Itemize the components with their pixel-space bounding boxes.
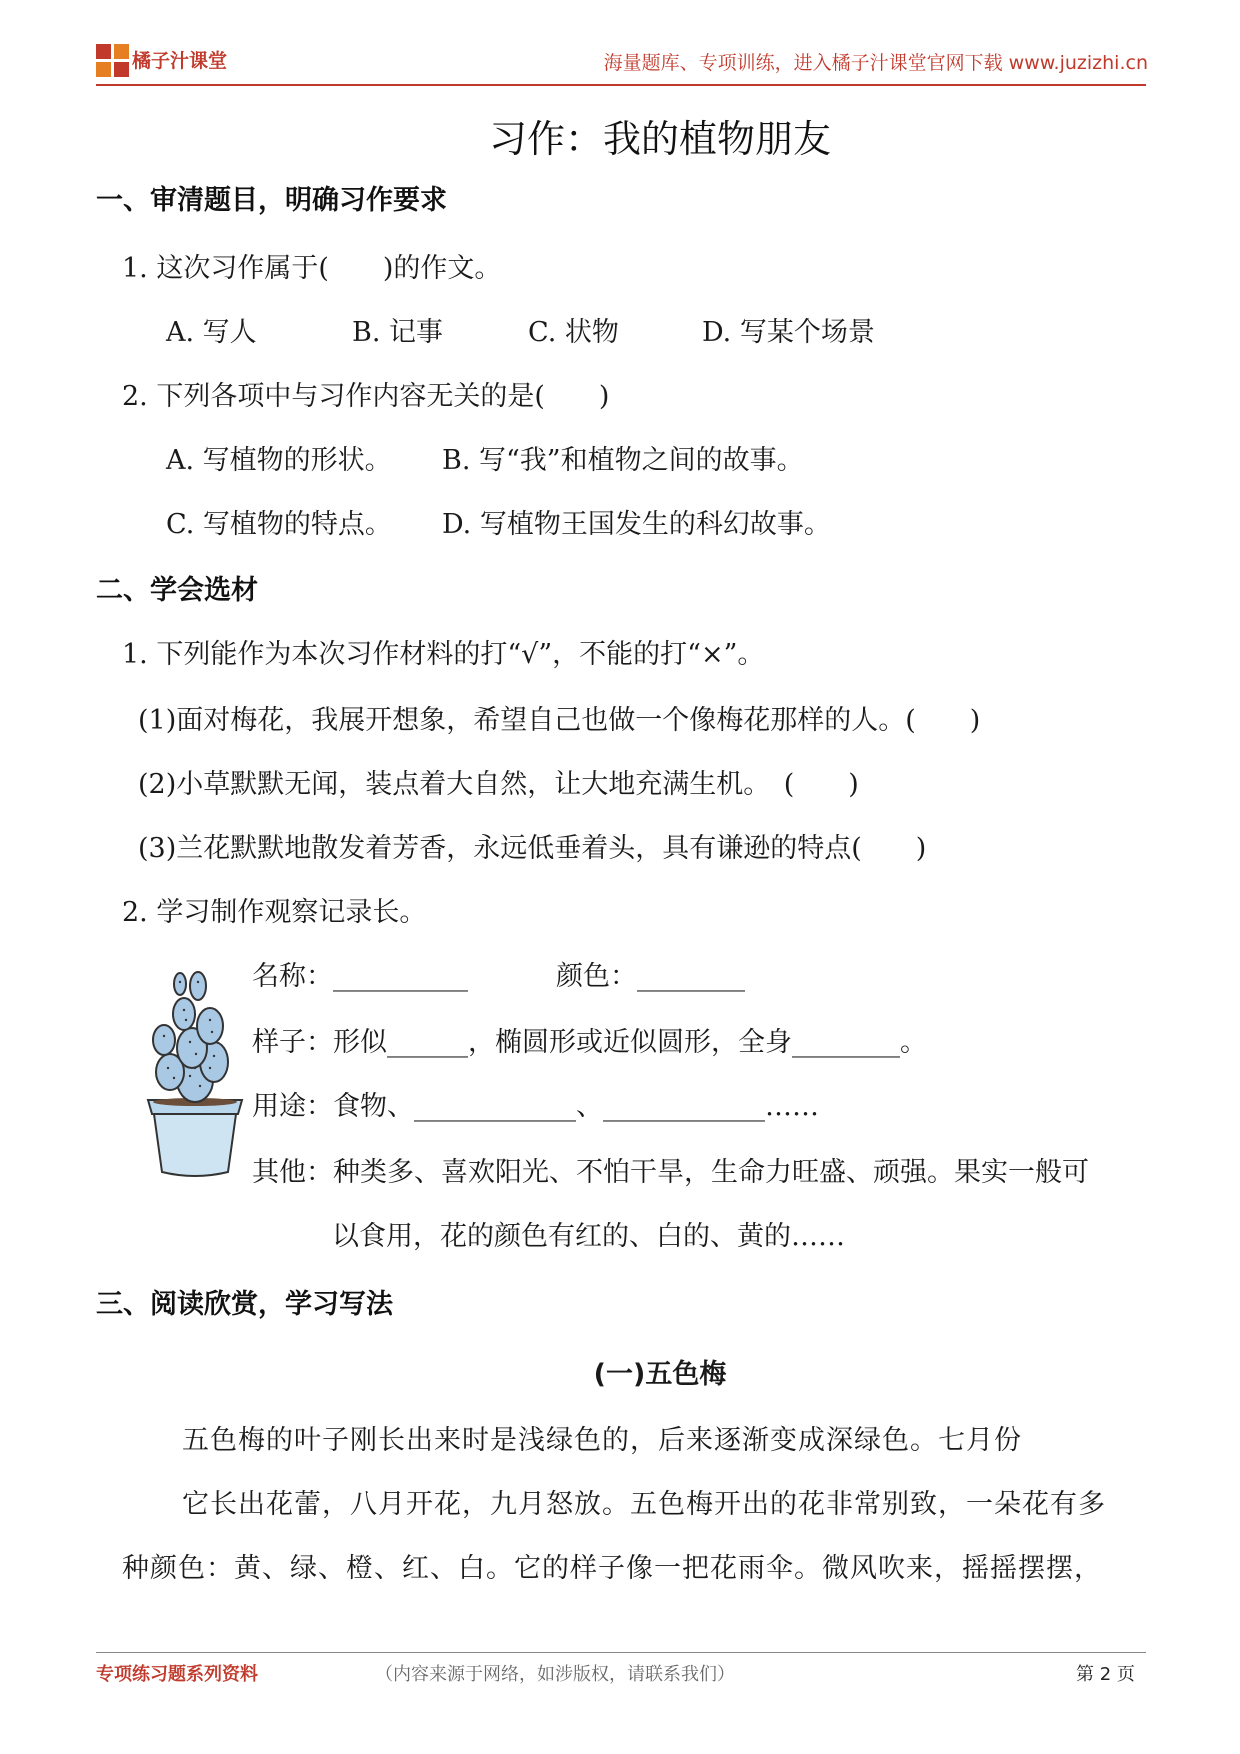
footer-copyright-note: （内容来源于网络，如涉版权，请联系我们） (375, 1664, 735, 1685)
q2-option-c: C. 写植物的特点。 (166, 509, 392, 540)
record-shape: 样子：形似______，椭圆形或近似圆形，全身________。 (252, 1027, 927, 1058)
header-slogan: 海量题库、专项训练，进入橘子汁课堂官网下载 www.juzizhi.cn (603, 52, 1148, 74)
section2-question1: 1. 下列能作为本次习作材料的打“√”，不能的打“×”。 (122, 639, 765, 670)
page-title: 习作：我的植物朋友 (488, 117, 831, 161)
logo-text: 橘子汁课堂 (132, 50, 228, 72)
section3-heading: 三、阅读欣赏，学习写法 (96, 1289, 393, 1320)
q1-option-a: A. 写人 (166, 317, 257, 348)
q2-option-a: A. 写植物的形状。 (166, 445, 392, 476)
logo-icon (96, 44, 130, 78)
q1-option-d: D. 写某个场景 (702, 317, 875, 348)
judge-item-3: (3)兰花默默地散发着芳香，永远低垂着头，具有谦逊的特点( ) (138, 833, 927, 864)
section2-question2: 2. 学习制作观察记录长。 (122, 897, 427, 928)
section1-heading: 一、审清题目，明确习作要求 (96, 185, 447, 216)
section2-heading: 二、学会选材 (96, 575, 258, 606)
q1-option-b: B. 记事 (352, 317, 444, 348)
record-name: 名称：__________ (252, 961, 468, 992)
q2-option-b: B. 写“我”和植物之间的故事。 (442, 445, 804, 476)
footer-series-label: 专项练习题系列资料 (96, 1664, 258, 1685)
footer-divider (96, 1652, 1146, 1653)
reading-line-1: 五色梅的叶子刚长出来时是浅绿色的，后来逐渐变成深绿色。七月份 (182, 1425, 1022, 1456)
reading-line-2: 它长出花蕾，八月开花，九月怒放。五色梅开出的花非常别致，一朵花有多 (182, 1489, 1106, 1520)
section1-question2: 2. 下列各项中与习作内容无关的是( ) (122, 381, 610, 412)
judge-item-2: (2)小草默默无闻，装点着大自然，让大地充满生机。 ( ) (138, 769, 859, 800)
cactus-illustration (140, 960, 250, 1180)
reading-title: (一)五色梅 (593, 1359, 727, 1390)
header-divider (96, 84, 1146, 86)
q2-option-d: D. 写植物王国发生的科幻故事。 (442, 509, 831, 540)
record-color: 颜色：________ (556, 961, 745, 992)
judge-item-1: (1)面对梅花，我展开想象，希望自己也做一个像梅花那样的人。( ) (138, 705, 981, 736)
reading-line-3: 种颜色：黄、绿、橙、红、白。它的样子像一把花雨伞。微风吹来，摇摇摆摆， (122, 1553, 1102, 1584)
q1-option-c: C. 状物 (528, 317, 619, 348)
page-number: 第 2 页 (1076, 1664, 1135, 1685)
record-other-line1: 其他：种类多、喜欢阳光、不怕干旱，生命力旺盛、顽强。果实一般可 (252, 1157, 1089, 1188)
record-other-line2: 以食用，花的颜色有红的、白的、黄的…… (332, 1221, 845, 1252)
record-use: 用途：食物、____________、____________…… (252, 1091, 819, 1122)
section1-question1: 1. 这次习作属于( )的作文。 (122, 253, 502, 284)
